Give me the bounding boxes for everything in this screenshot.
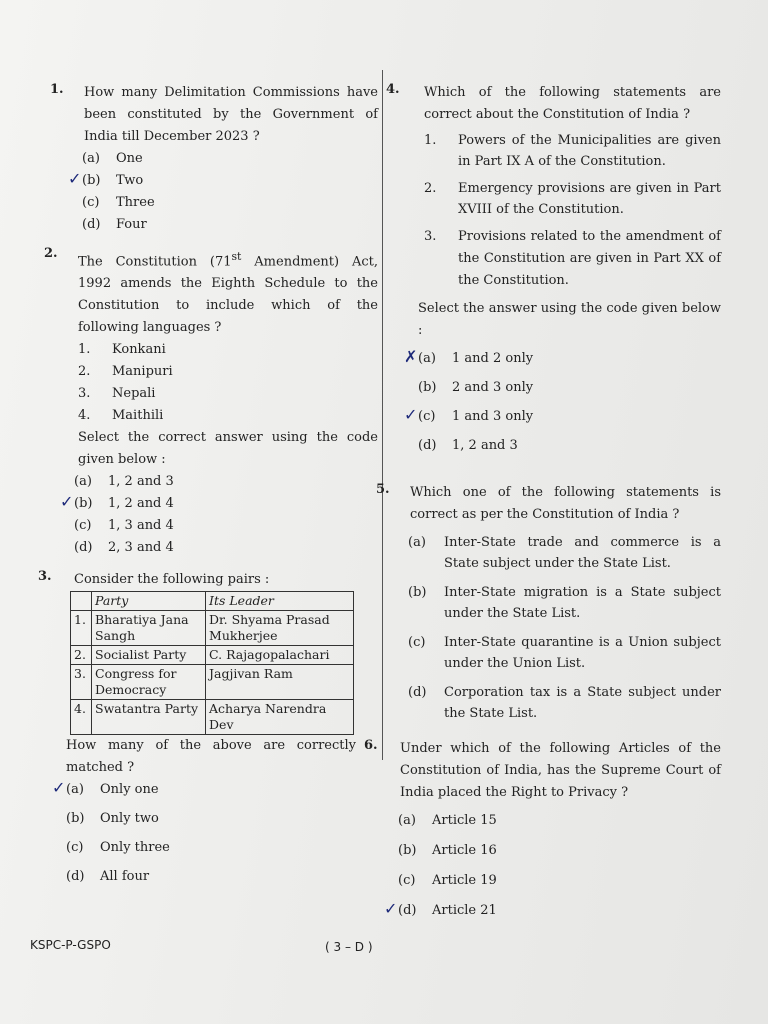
statement-list bbox=[424, 130, 721, 292]
table-row: 4. Swatantra Party Acharya Narendra Dev bbox=[71, 700, 354, 735]
question-number: 1. bbox=[50, 82, 64, 97]
question-number: 5. bbox=[376, 482, 390, 497]
question-2 bbox=[38, 246, 378, 559]
table-row: 2. Socialist Party C. Rajagopalachari bbox=[71, 646, 354, 665]
option-a[interactable]: (a) Article 15 bbox=[398, 813, 497, 828]
paper-code: KSPC-P-GSPO bbox=[30, 938, 111, 952]
question-number: 2. bbox=[44, 246, 58, 261]
question-text: Consider the following pairs : bbox=[74, 572, 270, 588]
tick-mark-icon: ✓ bbox=[404, 405, 418, 424]
question-4 bbox=[386, 82, 721, 464]
option-b[interactable]: (b) Article 16 bbox=[398, 843, 497, 858]
option-d[interactable]: (d) Four bbox=[82, 217, 147, 232]
instruction-text: Select the answer using the code given below : bbox=[418, 301, 721, 338]
option-b[interactable]: ✓ (b) Two bbox=[68, 169, 144, 188]
table-header-row: Party Its Leader bbox=[71, 592, 354, 611]
column-divider bbox=[382, 70, 383, 760]
question-6 bbox=[364, 738, 721, 930]
option-d[interactable]: ✓ (d) Article 21 bbox=[384, 899, 497, 918]
question-5 bbox=[376, 482, 721, 724]
table-row: 3. Congress for Democracy Jagjivan Ram bbox=[71, 665, 354, 700]
list-item: 1. Konkani bbox=[78, 342, 166, 358]
option-a[interactable]: ✗ (a) 1 and 2 only bbox=[404, 347, 534, 366]
right-column bbox=[364, 82, 721, 930]
tick-mark-icon: ✓ bbox=[384, 899, 398, 918]
option-c[interactable]: (c) Only three bbox=[66, 840, 170, 856]
option-c[interactable]: (c) Inter-State quarantine is a Union subject under the Union List. bbox=[408, 635, 721, 671]
option-b[interactable]: (b) Inter-State migration is a State subject under the State List. bbox=[408, 585, 721, 621]
list-item: 4. Maithili bbox=[78, 408, 164, 424]
tick-mark-icon: ✓ bbox=[52, 778, 66, 798]
option-c[interactable]: ✓ (c) 1 and 3 only bbox=[404, 405, 534, 424]
list-item: 3. Nepali bbox=[78, 386, 156, 402]
question-text: How many Delimitation Commissions have been constituted by the Government of India till December 2023 ? bbox=[84, 85, 378, 144]
question-text: Which one of the following statements is correct as per the Constitution of India ? bbox=[410, 485, 721, 522]
option-a[interactable]: (a) 1, 2 and 3 bbox=[74, 474, 174, 490]
list-item: 2. Emergency provisions are given in Part XVIII of the Constitution. bbox=[424, 181, 721, 217]
question-text: Which of the following statements are correct about the Constitution of India ? bbox=[424, 85, 721, 122]
table-row: 1. Bharatiya Jana Sangh Dr. Shyama Prasad Mukherjee bbox=[71, 611, 354, 646]
tick-mark-icon: ✓ bbox=[68, 169, 82, 188]
list-item: 3. Provisions related to the amendment of the Constitution are given in Part XX of the Constitution. bbox=[424, 229, 721, 288]
question-number: 4. bbox=[386, 82, 400, 97]
page-number: ( 3 – D ) bbox=[325, 940, 373, 954]
instruction-text: Select the correct answer using the code given below : bbox=[78, 430, 378, 468]
pairs-table bbox=[70, 591, 354, 735]
list-item: 1. Powers of the Municipalities are given in Part IX A of the Constitution. bbox=[424, 133, 721, 169]
option-a[interactable]: ✓ (a) Only one bbox=[52, 778, 159, 798]
option-b[interactable]: (b) 2 and 3 only bbox=[418, 380, 534, 395]
question-number: 6. bbox=[364, 738, 378, 753]
option-c[interactable]: (c) Article 19 bbox=[398, 873, 497, 888]
tick-mark-icon: ✓ bbox=[60, 492, 74, 512]
list-item: 2. Manipuri bbox=[78, 364, 173, 380]
option-d[interactable]: (d) 2, 3 and 4 bbox=[74, 540, 174, 556]
option-b[interactable]: ✓ (b) 1, 2 and 4 bbox=[60, 492, 174, 512]
option-c[interactable]: (c) 1, 3 and 4 bbox=[74, 518, 174, 534]
option-d[interactable]: (d) 1, 2 and 3 bbox=[418, 438, 518, 453]
cross-mark-icon: ✗ bbox=[404, 347, 418, 366]
option-d[interactable]: (d) All four bbox=[66, 869, 150, 885]
option-a[interactable]: (a) One bbox=[82, 151, 143, 166]
question-ask: How many of the above are correctly matched ? bbox=[66, 738, 356, 776]
question-text: Under which of the following Articles of the Constitution of India, has the Supreme Court of India placed the Right to Privacy ? bbox=[400, 741, 721, 800]
question-3 bbox=[38, 569, 378, 895]
option-c[interactable]: (c) Three bbox=[82, 195, 155, 210]
option-d[interactable]: (d) Corporation tax is a State subject under the State List. bbox=[408, 685, 721, 721]
option-a[interactable]: (a) Inter-State trade and commerce is a State subject under the State List. bbox=[408, 535, 721, 571]
option-b[interactable]: (b) Only two bbox=[66, 811, 159, 827]
question-text: The Constitution (71st Amendment) Act, 1992 amends the Eighth Schedule to the Constitution to include which of the following languages ? bbox=[78, 250, 378, 336]
left-column bbox=[38, 82, 378, 895]
question-number: 3. bbox=[38, 569, 52, 585]
question-1 bbox=[38, 82, 378, 236]
